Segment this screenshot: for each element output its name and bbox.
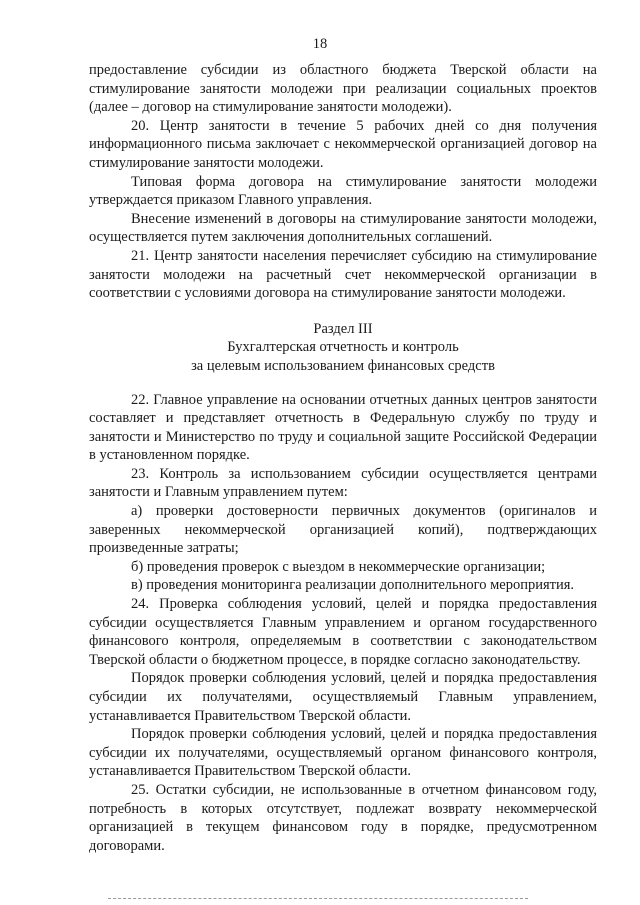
paragraphs-top bbox=[89, 61, 597, 303]
paragraph-item-20: 20. Центр занятости в течение 5 рабочих дней со дня получения информационного письма заключает с некоммерческой организацией договор на стимулирование занятости молодежи. bbox=[89, 117, 597, 171]
section-title-line-2: за целевым использованием финансовых средств bbox=[191, 357, 495, 374]
paragraph-procedure-main-office: Порядок проверки соблюдения условий, целей и порядка предоставления субсидии их получателями, осуществляемый Главным управлением, устанавливается Правительством Тверской области. bbox=[89, 670, 597, 724]
paragraph-continuation: предоставление субсидии из областного бюджета Тверской области на стимулирование занятости молодежи при реализации социальных проектов (далее – договор на стимулирование занятости молодежи). bbox=[89, 62, 597, 116]
paragraph-procedure-financial-control: Порядок проверки соблюдения условий, целей и порядка предоставления субсидии их получателями, осуществляемый органом финансового контроля, устанавливается Правительством Тверской области. bbox=[89, 726, 597, 780]
paragraph-item-23-a: а) проверки достоверности первичных документов (оригиналов и заверенных некоммерческой организацией копий), подтверждающих произведенные затраты; bbox=[89, 503, 597, 557]
paragraph-item-21: 21. Центр занятости населения перечисляет субсидию на стимулирование занятости молодежи на расчетный счет некоммерческой организации в соответствии с условиями договора на стимулирование занятости молодежи. bbox=[89, 247, 597, 302]
document-body bbox=[89, 61, 597, 855]
page-number: 18 bbox=[312, 36, 328, 52]
section-title-line-1: Бухгалтерская отчетность и контроль bbox=[227, 339, 459, 356]
paragraph-item-24: 24. Проверка соблюдения условий, целей и порядка предоставления субсидии осуществляется Главным управлением и органом государственного финансового контроля, определяемым в соответствии с законодательством Тверской области о бюджетном процессе, в порядке согласно законодательству. bbox=[89, 596, 597, 668]
paragraph-amendments: Внесение изменений в договоры на стимулирование занятости молодежи, осуществляется путем заключения дополнительных соглашений. bbox=[89, 210, 597, 246]
paragraph-item-22: 22. Главное управление на основании отчетных данных центров занятости составляет и представляет отчетность в Федеральную службу по труду и занятости и Министерство по труду и социальной защите Российской Федерации в установленном порядке. bbox=[89, 391, 597, 464]
paragraph-item-25: 25. Остатки субсидии, не использованные в отчетном финансовом году, потребность в которых отсутствует, подлежат возврату некоммерческой организацией в текущем финансовом году в порядке, предусмотренном договорами. bbox=[89, 781, 597, 854]
section-number: Раздел III bbox=[313, 320, 373, 337]
paragraph-standard-form: Типовая форма договора на стимулирование занятости молодежи утверждается приказом Главного управления. bbox=[89, 173, 597, 209]
footer-divider bbox=[108, 898, 528, 899]
section-heading bbox=[89, 320, 597, 376]
paragraph-item-23-b: б) проведения проверок с выездом в некоммерческие организации; bbox=[131, 558, 546, 575]
paragraphs-bottom bbox=[89, 391, 597, 856]
paragraph-item-23-c: в) проведения мониторинга реализации дополнительного мероприятия. bbox=[131, 577, 575, 594]
paragraph-item-23: 23. Контроль за использованием субсидии осуществляется центрами занятости и Главным управлением путем: bbox=[89, 465, 597, 501]
